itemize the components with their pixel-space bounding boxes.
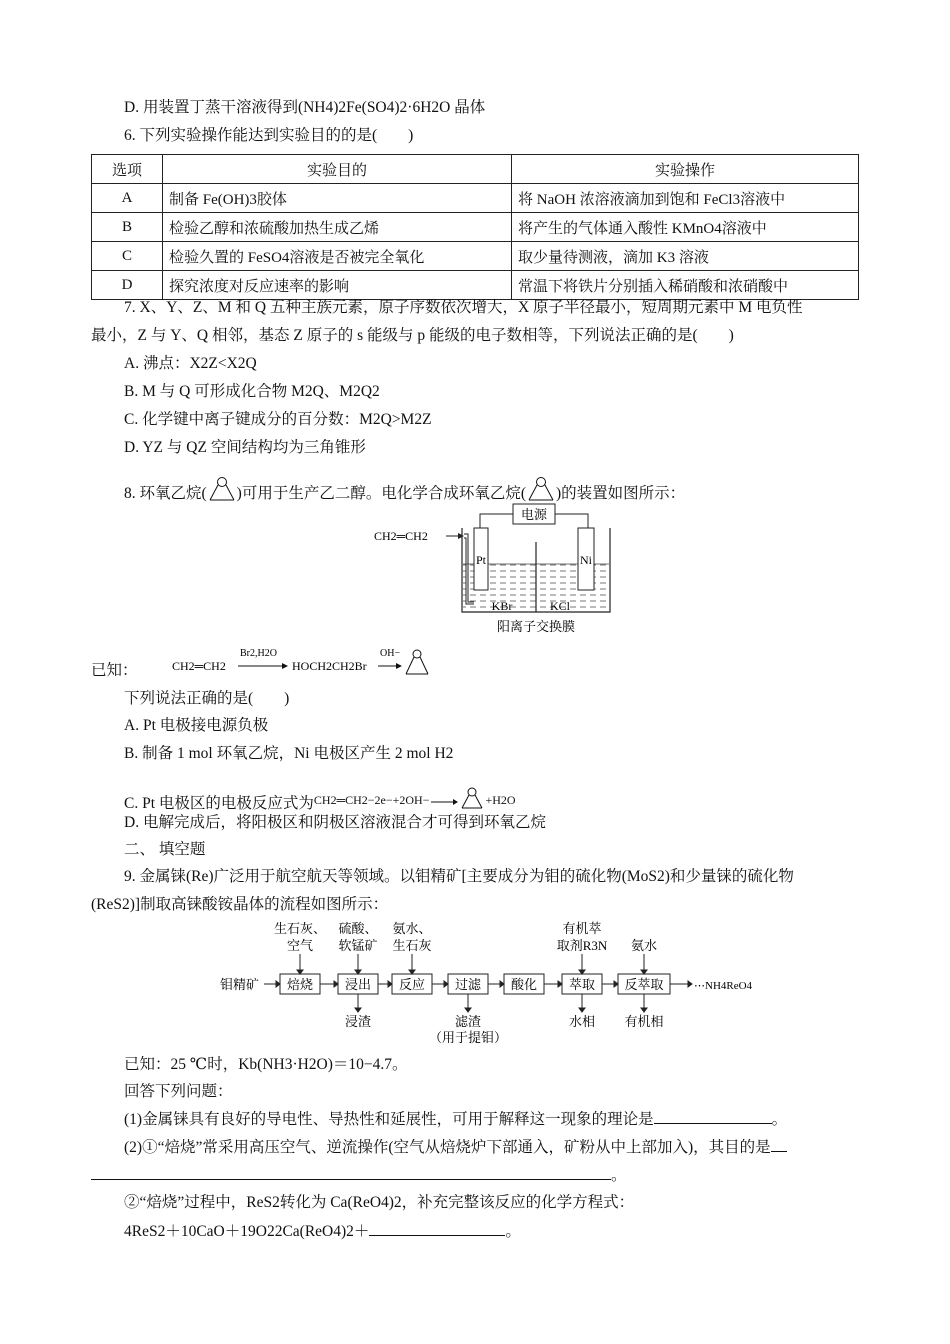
table-cell: A bbox=[92, 184, 163, 213]
q7-option-a: A. 沸点：X2Z<X2Q bbox=[124, 355, 257, 372]
flow-input-3-line-1: 氨水、 bbox=[392, 921, 432, 936]
q8-stem-part-a: 8. 环氧乙烷( bbox=[124, 485, 207, 502]
q8-option-c-equation: CH2═CH2−2e−+2OH− bbox=[313, 793, 430, 807]
q9-known: 已知：25 ℃时，Kb(NH3·H2O)＝10−4.7。 bbox=[124, 1056, 408, 1073]
table-cell: B bbox=[92, 213, 163, 242]
q9-equation: 4ReS2＋10CaO＋19O22Ca(ReO4)2＋ 。 bbox=[124, 1223, 521, 1240]
epoxide-icon bbox=[406, 650, 428, 674]
q6-stem: 6. 下列实验操作能达到实验目的的是( ) bbox=[124, 127, 414, 144]
reaction-condition-1: Br2,H2O bbox=[240, 648, 277, 659]
flow-step: 反萃取 bbox=[624, 977, 664, 992]
q9-equation-text: 4ReS2＋10CaO＋19O22Ca(ReO4)2＋ bbox=[124, 1223, 370, 1240]
table-cell: 制备 Fe(OH)3胶体 bbox=[163, 184, 512, 213]
q5-option-d: D. 用装置丁蒸干溶液得到(NH4)2Fe(SO4)2·6H2O 晶体 bbox=[124, 99, 486, 116]
table-cell: 探究浓度对反应速率的影响 bbox=[163, 271, 512, 300]
table-row bbox=[92, 242, 859, 271]
flow-end-label: ⋯NH4ReO4 bbox=[694, 980, 753, 992]
q6-table bbox=[91, 154, 859, 300]
table-cell: C bbox=[92, 242, 163, 271]
q9-part-2a-text: (2)①“焙烧”常采用高压空气、逆流操作(空气从焙烧炉下部通入，矿粉从中上部加入)，其目的是 bbox=[124, 1139, 771, 1156]
flow-input-1-line-2: 空气 bbox=[286, 938, 314, 953]
reactant-ethylene: CH2═CH2 bbox=[172, 659, 226, 673]
kbr-label: KBr bbox=[491, 599, 513, 613]
power-supply-label: 电源 bbox=[520, 507, 548, 522]
flow-start-label: 钼精矿 bbox=[220, 977, 260, 992]
q8-option-d: D. 电解完成后，将阳极区和阴极区溶液混合才可得到环氧乙烷 bbox=[124, 814, 546, 831]
answer-blank[interactable] bbox=[369, 1221, 505, 1236]
q8-stem-part-c: )的装置如图所示： bbox=[556, 485, 686, 502]
q7-line-1: 7. X、Y、Z、M 和 Q 五种主族元素，原子序数依次增大，X 原子半径最小，短周期元素中 M 电负性 bbox=[124, 299, 803, 316]
reaction-arrow-icon bbox=[429, 796, 459, 808]
q8-option-c-prefix: C. Pt 电极区的电极反应式为 bbox=[124, 795, 314, 812]
ni-electrode-label: Ni bbox=[580, 553, 592, 567]
flow-step: 酸化 bbox=[510, 977, 538, 992]
table-cell: 取少量待测液，滴加 K3 溶液 bbox=[512, 242, 859, 271]
q7-option-b: B. M 与 Q 可形成化合物 M2Q、M2Q2 bbox=[124, 383, 380, 400]
section-heading: 二、 填空题 bbox=[124, 841, 206, 858]
q8-option-c-tail: +H2O bbox=[485, 793, 516, 807]
q9-part-2b: ②“焙烧”过程中，ReS2转化为 Ca(ReO4)2，补充完整该反应的化学方程式： bbox=[124, 1194, 635, 1211]
q9-part-1-text: (1)金属铼具有良好的导电性、导热性和延展性，可用于解释这一现象的理论是 bbox=[124, 1111, 654, 1128]
flow-input-2-line-2: 软锰矿 bbox=[338, 938, 378, 953]
q8-known-label: 已知： bbox=[91, 662, 138, 679]
q9-line-1: 9. 金属铼(Re)广泛用于航空航天等领域。以钼精矿[主要成分为钼的硫化物(MoS2)和少量铼的硫化物 bbox=[124, 868, 794, 885]
flow-input-7: 氨水 bbox=[630, 938, 658, 953]
table-row bbox=[92, 213, 859, 242]
intermediate-bromohydrin: HOCH2CH2Br bbox=[292, 659, 367, 673]
q8-question: 下列说法正确的是( ) bbox=[124, 690, 290, 707]
known-reaction-scheme bbox=[170, 644, 440, 680]
flow-output-4-line-2: （用于提钼） bbox=[428, 1030, 508, 1045]
epoxide-icon bbox=[526, 476, 556, 504]
flow-step: 焙烧 bbox=[286, 977, 314, 992]
epoxide-icon bbox=[207, 476, 237, 504]
flow-input-1-line-1: 生石灰、 bbox=[273, 921, 327, 936]
table-header-cell: 实验操作 bbox=[512, 155, 859, 184]
membrane-caption: 阳离子交换膜 bbox=[496, 619, 576, 634]
q9-part-1: (1)金属铼具有良好的导电性、导热性和延展性，可用于解释这一现象的理论是 。 bbox=[124, 1111, 788, 1128]
table-cell: 常温下将铁片分别插入稀硝酸和浓硝酸中 bbox=[512, 271, 859, 300]
table-cell: D bbox=[92, 271, 163, 300]
q9-answer-prompt: 回答下列问题： bbox=[124, 1083, 233, 1100]
flow-input-6-line-2: 取剂R3N bbox=[556, 938, 608, 953]
flow-end-product: NH4ReO4 bbox=[705, 980, 753, 992]
flow-step: 萃取 bbox=[568, 977, 596, 992]
kcl-label: KCl bbox=[549, 599, 571, 613]
table-header-cell: 选项 bbox=[92, 155, 163, 184]
answer-blank[interactable] bbox=[91, 1165, 611, 1180]
q7-option-d: D. YZ 与 QZ 空间结构均为三角锥形 bbox=[124, 439, 366, 456]
reaction-condition-2: OH− bbox=[380, 648, 401, 659]
flow-input-2-line-1: 硫酸、 bbox=[338, 921, 378, 936]
flow-step: 浸出 bbox=[344, 977, 372, 992]
q9-part-2a bbox=[124, 1137, 787, 1158]
table-header-row bbox=[92, 155, 859, 184]
q8-option-a: A. Pt 电极接电源负极 bbox=[124, 717, 269, 734]
q8-option-b: B. 制备 1 mol 环氧乙烷，Ni 电极区产生 2 mol H2 bbox=[124, 745, 454, 762]
table-header-cell: 实验目的 bbox=[163, 155, 512, 184]
flow-input-3-line-2: 生石灰 bbox=[392, 938, 432, 953]
flow-step: 反应 bbox=[398, 977, 426, 992]
q8-option-c bbox=[124, 786, 516, 814]
electrolysis-apparatus-diagram bbox=[370, 502, 620, 638]
gas-inlet-label: CH2═CH2 bbox=[374, 529, 428, 543]
q9-part-2a-continued: 。 bbox=[91, 1165, 627, 1186]
process-flow-diagram bbox=[218, 918, 778, 1050]
q9-line-2: (ReS2)]制取高铼酸铵晶体的流程如图所示： bbox=[91, 896, 389, 913]
answer-blank[interactable] bbox=[654, 1109, 772, 1124]
table-cell: 将产生的气体通入酸性 KMnO4溶液中 bbox=[512, 213, 859, 242]
answer-blank[interactable] bbox=[771, 1137, 787, 1152]
table-cell: 检验久置的 FeSO4溶液是否被完全氧化 bbox=[163, 242, 512, 271]
table-row bbox=[92, 184, 859, 213]
table-cell: 将 NaOH 浓溶液滴加到饱和 FeCl3溶液中 bbox=[512, 184, 859, 213]
table-cell: 检验乙醇和浓硫酸加热生成乙烯 bbox=[163, 213, 512, 242]
flow-output-4-line-1: 滤渣 bbox=[454, 1014, 482, 1029]
flow-input-6-line-1: 有机萃 bbox=[562, 921, 602, 936]
q7-option-c: C. 化学键中离子键成分的百分数：M2Q>M2Z bbox=[124, 411, 432, 428]
q7-line-2: 最小，Z 与 Y、Q 相邻，基态 Z 原子的 s 能级与 p 能级的电子数相等，下列说法正确的是( ) bbox=[91, 327, 734, 344]
flow-output-6: 水相 bbox=[568, 1014, 596, 1029]
table-row bbox=[92, 271, 859, 300]
flow-step: 过滤 bbox=[454, 977, 482, 992]
flow-output-7: 有机相 bbox=[624, 1014, 664, 1029]
q8-stem-part-b: )可用于生产乙二醇。电化学合成环氧乙烷( bbox=[236, 485, 526, 502]
q8-stem bbox=[124, 476, 685, 504]
flow-output-2: 浸渣 bbox=[344, 1014, 372, 1029]
epoxide-icon bbox=[459, 786, 485, 812]
pt-electrode-label: Pt bbox=[475, 553, 487, 567]
